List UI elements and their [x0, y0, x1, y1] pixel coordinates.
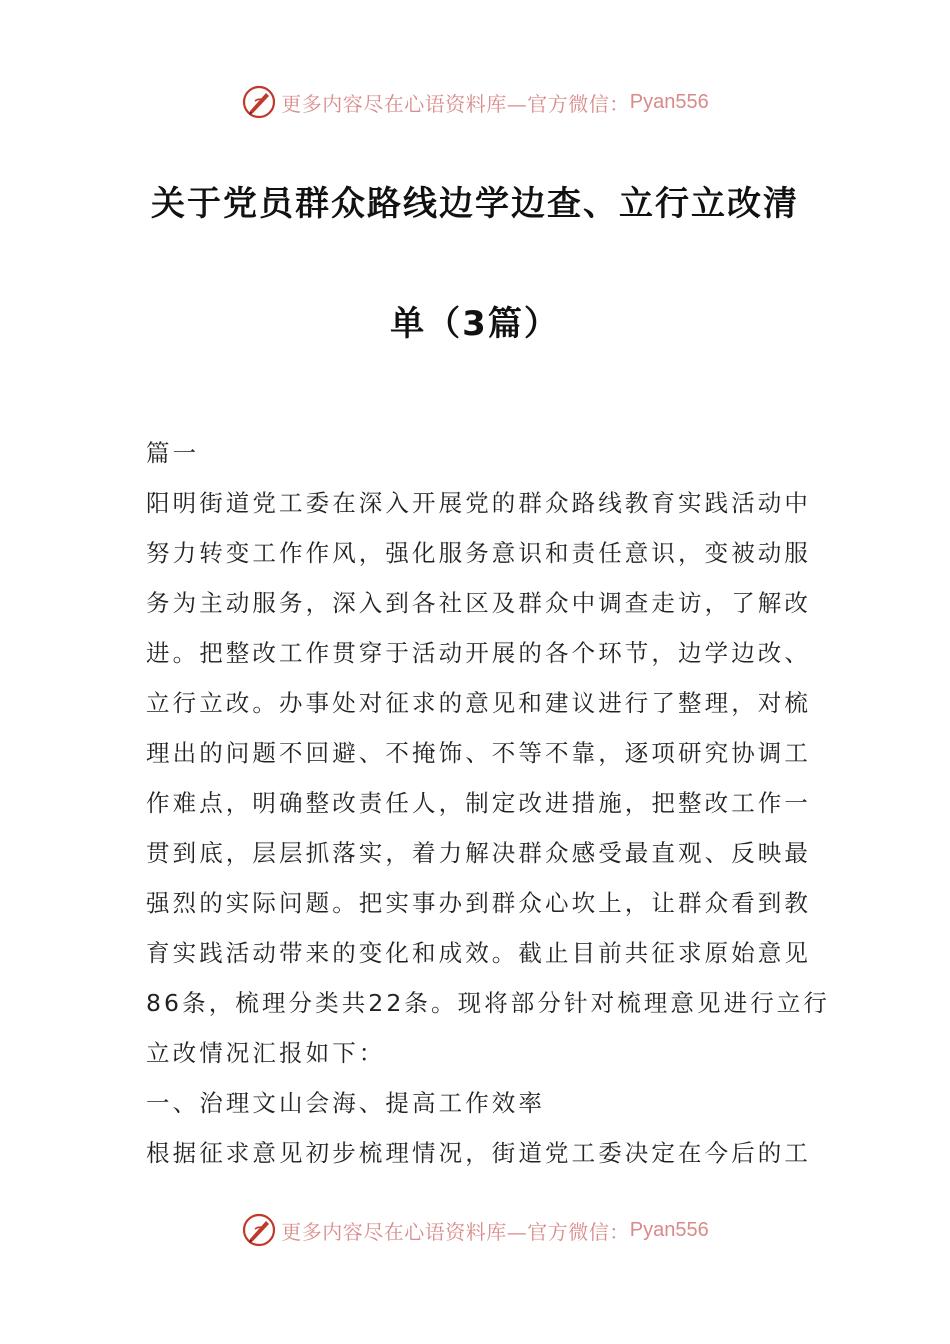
body-line: 立行立改。办事处对征求的意见和建议进行了整理，对梳 [146, 689, 811, 717]
body-line: 理出的问题不回避、不掩饰、不等不靠，逐项研究协调工 [146, 739, 811, 767]
body-line: 贯到底，层层抓落实，着力解决群众感受最直观、反映最 [146, 839, 811, 867]
section-heading: 一、治理文山会海、提高工作效率 [146, 1089, 545, 1117]
pen-circle-logo-icon [241, 1212, 277, 1248]
body-line: 务为主动服务，深入到各社区及群众中调查走访，了解改 [146, 589, 811, 617]
body-line: 育实践活动带来的变化和成效。截止目前共征求原始意见 [146, 939, 811, 967]
watermark-account: Pyan556 [629, 1218, 709, 1241]
body-line: 进。把整改工作贯穿于活动开展的各个环节，边学边改、 [146, 639, 811, 667]
body-line: 努力转变工作作风，强化服务意识和责任意识，变被动服 [146, 539, 811, 567]
watermark-text: 更多内容尽在心语资料库—官方微信： [281, 91, 630, 116]
body-line: 根据征求意见初步梳理情况，街道党工委决定在今后的工 [146, 1139, 811, 1167]
document-body [146, 428, 831, 1178]
body-line: 篇一 [146, 439, 200, 467]
watermark-account: Pyan556 [629, 90, 709, 113]
watermark-text: 更多内容尽在心语资料库—官方微信： [281, 1219, 630, 1244]
document-title-line-1: 关于党员群众路线边学边查、立行立改清 [151, 184, 799, 224]
body-line: 强烈的实际问题。把实事办到群众心坎上，让群众看到教 [146, 889, 811, 917]
body-line: 阳明街道党工委在深入开展党的群众路线教育实践活动中 [146, 489, 811, 517]
footer-watermark [0, 1210, 950, 1250]
header-watermark [0, 82, 950, 122]
pen-circle-logo-icon [241, 84, 277, 120]
body-line: 立改情况汇报如下： [146, 1039, 386, 1067]
document-title-line-2: 单（3篇） [390, 304, 560, 344]
body-line: 作难点，明确整改责任人，制定改进措施，把整改工作一 [146, 789, 811, 817]
body-line: 86条，梳理分类共22条。现将部分针对梳理意见进行立行 [146, 989, 831, 1017]
